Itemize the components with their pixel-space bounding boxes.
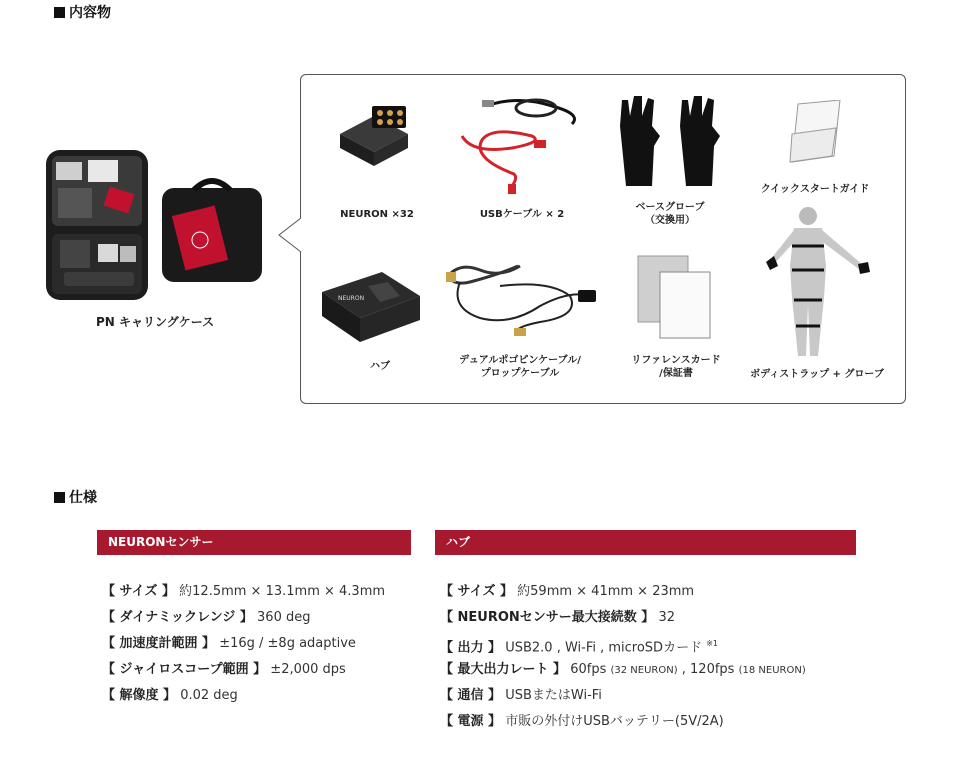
carrying-case-image — [44, 148, 270, 308]
reference-card-icon — [634, 254, 714, 344]
square-bullet-icon — [54, 7, 65, 18]
spec-title: 仕様 — [69, 490, 97, 506]
item-label-hub: ハブ — [370, 361, 390, 372]
spec-heading — [54, 487, 97, 507]
footnote-mark: ※1 — [706, 639, 719, 648]
spec-row: 【 出力 】 USB2.0 , Wi-Fi , microSDカード $^{※1}$ — [440, 639, 719, 656]
svg-text:NEURON: NEURON — [338, 295, 365, 302]
item-label-reference: リファレンスカード /保証書 — [631, 355, 721, 379]
item-label-body-strap: ボディストラップ + グローブ — [750, 369, 884, 380]
pogo-cable-icon — [440, 256, 600, 344]
spec-row: 【 サイズ 】 約12.5mm × 13.1mm × 4.3mm — [102, 584, 386, 599]
guide-icon — [786, 100, 846, 170]
spec-row: 【 加速度計範囲 】 ±16g / ±8g adaptive — [102, 636, 356, 651]
neuron-spec-list — [102, 582, 385, 712]
spec-row: 【 ダイナミックレンジ 】 360 deg — [102, 610, 311, 625]
bubble-tail — [278, 218, 302, 252]
square-bullet-icon — [54, 492, 65, 503]
item-label-pogo: デュアルポゴピンケーブル/ プロップケーブル — [459, 355, 581, 379]
spec-row: 【 最大出力レート 】 60fps (32 NEURON) , 120fps (18 NEURON) — [440, 662, 806, 677]
hub-icon — [318, 266, 424, 350]
contents-heading — [54, 2, 111, 22]
spec-row: 【 サイズ 】 約59mm × 41mm × 23mm — [440, 584, 695, 599]
item-label-neuron: NEURON ×32 — [340, 209, 414, 220]
item-label-glove: ベースグローブ （交換用） — [635, 202, 705, 226]
spec-row: 【 解像度 】 0.02 deg — [102, 688, 238, 703]
neuron-spec-header: NEURONセンサー — [97, 530, 411, 555]
spec-row: 【 ジャイロスコープ範囲 】 ±2,000 dps — [102, 662, 346, 677]
spec-row: 【 NEURONセンサー最大接続数 】 32 — [440, 610, 675, 625]
case-label: PN キャリングケース — [96, 315, 215, 329]
hub-spec-header: ハブ — [435, 530, 856, 555]
glove-icon — [614, 96, 726, 194]
hub-spec-list — [440, 582, 806, 738]
contents-title: 内容物 — [69, 5, 111, 21]
neuron-sensor-icon — [332, 104, 422, 178]
usb-cable-icon — [452, 96, 592, 200]
spec-row: 【 電源 】 市販の外付けUSBバッテリー(5V/2A) — [440, 714, 724, 729]
item-label-guide: クイックスタートガイド — [760, 184, 870, 195]
body-strap-icon — [764, 206, 874, 366]
spec-row: 【 通信 】 USBまたはWi-Fi — [440, 688, 602, 703]
item-label-usb: USBケーブル × 2 — [479, 209, 565, 220]
